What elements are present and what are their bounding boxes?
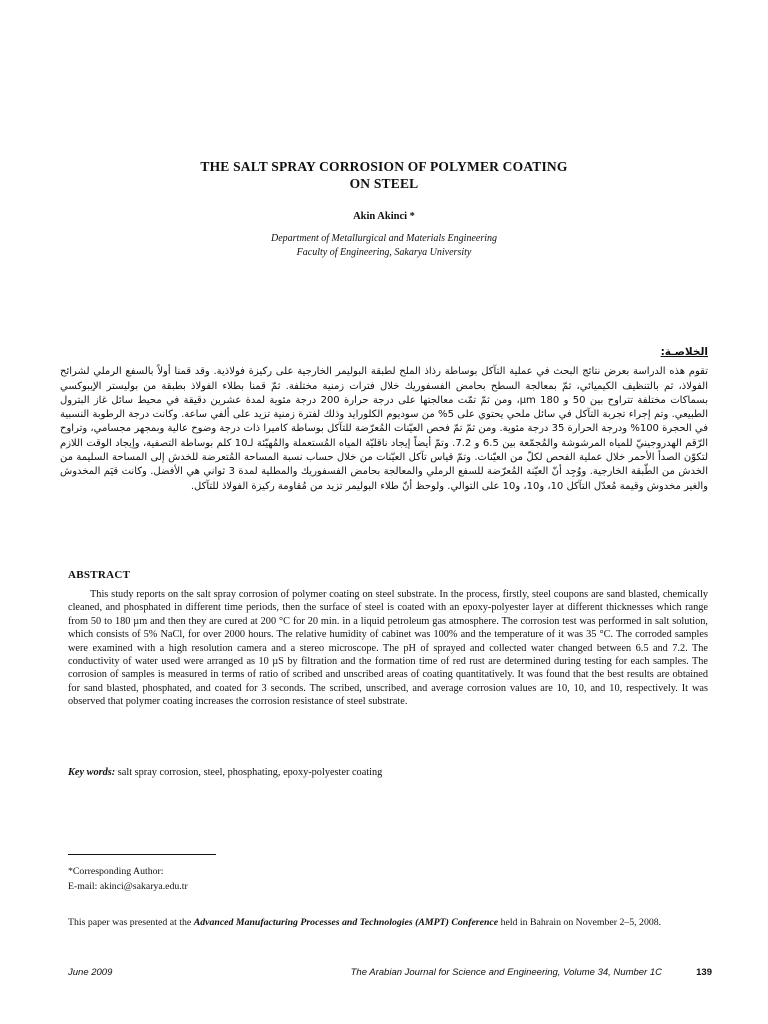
arabic-abstract xyxy=(60,345,708,494)
footer-journal: The Arabian Journal for Science and Engineering, Volume 34, Number 1C xyxy=(350,967,662,978)
author-name: Akin Akinci * xyxy=(353,211,415,222)
presentation-suffix: held in Bahrain on November 2–5, 2008. xyxy=(498,917,662,928)
title-line-2: ON STEEL xyxy=(349,176,419,191)
page-number: 139 xyxy=(696,967,712,978)
footnote xyxy=(68,864,468,894)
keywords-list: salt spray corrosion, steel, phosphating, epoxy-polyester coating xyxy=(115,767,383,778)
arabic-abstract-heading: الخلاصـة: xyxy=(660,346,708,358)
author-email[interactable]: E-mail: akinci@sakarya.edu.tr xyxy=(68,881,188,892)
affiliation xyxy=(60,232,708,260)
presentation-prefix: This paper was presented at the xyxy=(68,917,194,928)
corresponding-author-label: *Corresponding Author: xyxy=(68,866,164,877)
title-line-1: THE SALT SPRAY CORROSION OF POLYMER COATING xyxy=(200,159,568,174)
keywords xyxy=(68,767,708,778)
affiliation-faculty: Faculty of Engineering, Sakarya University xyxy=(296,247,472,258)
conference-name: Advanced Manufacturing Processes and Technologies (AMPT) Conference xyxy=(193,917,499,928)
paper-title xyxy=(60,158,708,192)
abstract-body: This study reports on the salt spray corrosion of polymer coating on steel substrate. In the process, firstly, steel coupons are sand blasted, chemically cleaned, and phosphated in different time periods, then the surface of steel is coated with an epoxy-polyester layer at different thicknesses which range from 50 to 180 µm and then they are cured at 200 °C for 20 min. in a liquid petroleum gas atmosphere. The corrosion test was performed in salt solution, which consists of 5% NaCl, for over 2000 hours. The relative humidity of cabinet was 100% and the temperature of it was 35 °C. The corroded samples were examined with a high resolution camera and a stereo microscope. The pH of sprayed and collected water changed between 6.5 and 7.2. The conductivity of water used were arranged as 10 µS by filtration and the formation time of red rust are determined during testing for each samples. The corrosion of samples is measured in terms of ratio of scribed and unscribed areas of coating quantitatively. It was found that the best results are obtained for sand blasted, phosphated, and coated for 3 seconds. The scribed, unscribed, and average corrosion values are 10, 10, and 10, respectively. It was observed that polymer coating increases the corrosion resistance of steel substrate. xyxy=(68,589,708,708)
keywords-label: Key words: xyxy=(68,767,116,778)
arabic-abstract-body: تقوم هذه الدراسة بعرض نتائج البحث في عملية التآكل بوساطة رذاذ الملح لطبقة البوليمر الخارجية على ركيزة فولاذية. وقد قمنا أولاً بالسفع الرملي لشرائح الفولاذ، ثم بالتنظيف الكيميائي، ثمّ بمعالجة السطح بحامض الفسفوريك خلال فترات زمنية مختلفة. ثمّ قمنا بطلاء الفولاذ بطبقة من بوليستر الإيبوكسي بسماكات مختلفة تتراوح بين 50 و 180 µm، ومن ثمّ تمّت معالجتها على درجة حرارة 200 درجة مئوية لمدة عشرين دقيقة في محيط سائل غاز البترول الطبيعي. وتم إجراء تجربة التآكل في سائل ملحي يحتوي على 5% من سوديوم الكلورايد وذلك لفترة زمنية تزيد على ألفي ساعة. وكانت درجة الرطوبة النسبية في الحجرة 100% ودرجة الحرارة 35 درجة مئوية. ومن ثمّ تمّ فحص العيّنات المُعرّضة للتآكل بوساطة كاميرا ذات درجة وضوح عالية وبمجهر مجسامي، وتراوح الرّقم الهدروجينيّ للمياه المرشوشة والمُجمّعة بين 6.5 و 7.2. وتمّ أيضاً إيجاد ناقليّة المياه المُستعملة والمُهيّئة لـ10 كلم بوساطة التصفية، وإيجاد الوقت اللازم لتكوّن الصدأ الأحمر خلال عملية الفحص لكلّ من العيّنات. وتمّ قياس تآكل العيّنات من خلال حساب نسبة المساحة المُتعرضة للخدش إلى المساحة السليمة من الخدش من الطّبقة الخارجية. ووُجِد أنّ العيّنة المُعرّضة للسفع الرملي والمعالجة بحامض الفسفوريك والمطلية لمدة 3 ثواني هي الأفضل. وكانت قيَم المخدوش والغير مخدوش وقيمة مُعدّل التآكل 10، و10، و10 على التوالي. ولوحظ أنّ طلاء البوليمر تزيد من مُقاومة ركيزة الفولاذ للتآكل. xyxy=(60,366,709,492)
affiliation-department: Department of Metallurgical and Materials Engineering xyxy=(271,233,497,244)
footer-date: June 2009 xyxy=(68,967,113,978)
page-footer xyxy=(68,967,712,983)
abstract-heading: ABSTRACT xyxy=(68,569,131,581)
footnote-divider xyxy=(68,854,216,855)
presentation-note xyxy=(68,916,708,930)
